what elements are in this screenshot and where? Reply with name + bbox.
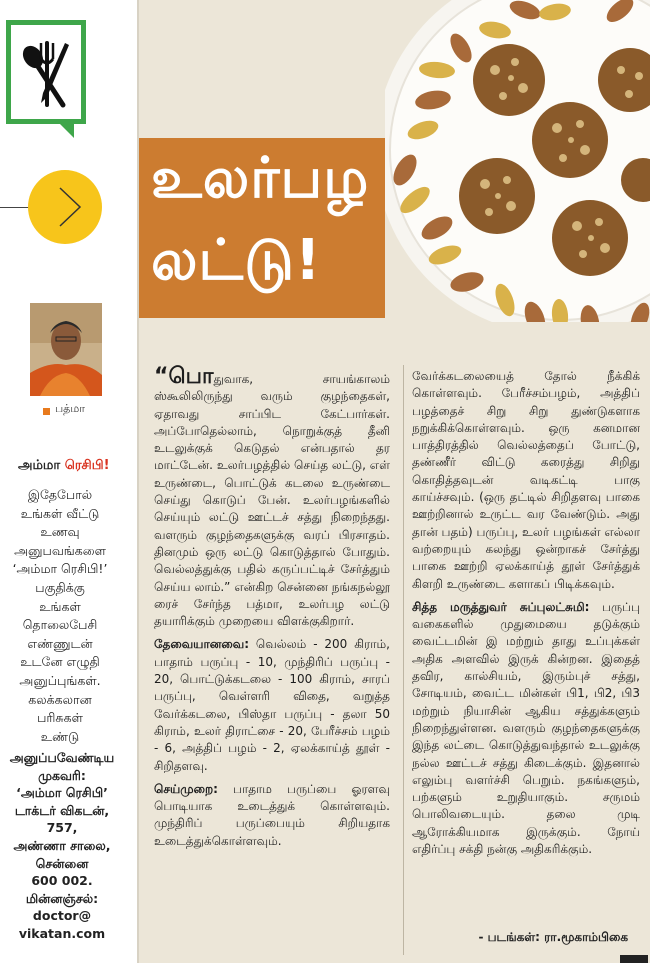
address-line: டாக்டர் விகடன்,: [14, 802, 110, 818]
arrow-button[interactable]: [28, 170, 102, 244]
address-line: அண்ணா சாலை,: [13, 837, 111, 853]
column-divider: [403, 365, 404, 955]
ingredients-paragraph: [154, 636, 390, 774]
fork-spoon-knife-icon: [19, 39, 75, 109]
invite-text: [6, 486, 114, 746]
invite-line: எண்ணுடன்: [27, 635, 93, 651]
address-block: [8, 749, 116, 943]
expert-text: பருப்பு வகைகளில் முதுமையை தடுக்கும் வைட்டமின் இ மற்றும் தாது உப்புக்கள் அதிக அளவில் இருக் கின்றன. இதைத் தவிர, கால்சியம், இரும்புச் சத்து, சோடியம், வைட்ட மின்கள் பி1, பி2, பி3 மற்றும் நியாசின் ஆகிய சத்துக்களும் நிறைந்துள்ளன. வளரும் குழந்தைகளுக்கு இந்த லட்டை கொடுத்துவந்தால் உடலுக்கு நல்ல ஊட்டச் சத்து கிடைக்கும். இதனால் எலும்பு வளர்ச்சி பெறும். நகங்களும், பற்களும் உறுதியாகும். சருமம் பொலிவடையும். தலை முடி ஆரோக்கியமாக இருக்கும். நோய் எதிர்ப்பு சக்தி நன்கு அதிகரிக்கும்.: [412, 599, 640, 857]
method-paragraph-1: [154, 781, 390, 850]
address-line: முகவரி:: [38, 767, 86, 783]
invite-line: அனுப்புங்கள்.: [19, 672, 101, 688]
address-line: 757,: [46, 820, 78, 836]
invite-line: ‘அம்மா ரெசிபி!’: [12, 561, 108, 577]
author-photo: [30, 303, 102, 396]
logo-speech-tail: [60, 124, 74, 138]
invite-line: உணவு: [40, 524, 80, 540]
invite-line: பரிசுகள்: [37, 710, 83, 726]
article-column-right: [412, 368, 640, 864]
invite-line: பகுதிக்கு: [35, 579, 85, 595]
author-name: பத்மா: [55, 402, 85, 415]
recipe-title-red: ரெசிபி!: [64, 458, 110, 473]
sidebar: [0, 0, 138, 963]
method-paragraph-2: வேர்க்கடலையைத் தோல் நீக்கிக் கொள்ளவும். பேரீச்சம்பழம், அத்திப் பழத்தைச் சிறு சிறு துண்டுகளாக நறுக்கிக்கொள்ளவும். ஒரு கனமான பாத்திரத்தில் வெல்லத்தைப் போட்டு, தண்ணீர் விட்டு கரைத்து சிறிது கொதித்தவுடன் வடிகட்டி பாகு காய்ச்சவும். (ஒரு தட்டில் சிறிதளவு பாகை ஊற்றினால் உருட்ட வர வேண்டும். அது தான் பதம்) பருப்பு, உலர் பழங்கள் எல்லா வற்றையும் கலந்து ஒன்றாகச் சேர்த்து பாகை ஊற்றி ஏலக்காய்த் தூள் சேர்த்துக் கிளறி உருண்டை களாகப் பிடிக்கவும்.: [412, 369, 640, 591]
invite-line: உண்டு: [40, 728, 80, 744]
recipe-title-black: அம்மா: [18, 458, 61, 473]
author-marker: [43, 408, 50, 415]
title-line-2: லட்டு!: [151, 228, 322, 293]
method-label: செய்முறை:: [154, 781, 218, 796]
address-line: vikatan.com: [18, 925, 106, 941]
intro-paragraph: [154, 364, 390, 630]
address-line: மின்னஞ்சல்:: [25, 890, 99, 906]
dish-photo: [385, 0, 650, 322]
corner-mark: [620, 955, 648, 963]
address-line: doctor@: [32, 908, 92, 924]
expert-label: சித்த மருத்துவர் சுப்புலட்சுமி:: [412, 599, 590, 614]
method-text-1: பாதாம பருப்பை ஓரளவு பொடியாக உடைத்துக் கொள்ளவும். முந்திரிப் பருப்பையும் சிறியதாக உடைத்துக்கொள்ளவும்.: [154, 781, 390, 848]
open-quote: “: [154, 364, 169, 389]
drop-cap: பொ: [168, 364, 214, 389]
address-line: 600 002.: [31, 873, 93, 889]
ingredients-label: தேவையானவை:: [154, 637, 250, 652]
article-column-left: [154, 364, 390, 856]
invite-line: உங்கள் வீட்டு: [20, 505, 100, 521]
arrow-right-icon: [28, 170, 102, 244]
invite-line: அனுபவங்களை: [14, 542, 106, 558]
title-line-1: உலர்பழ: [151, 146, 370, 211]
address-line: சென்னை: [35, 855, 89, 871]
section-logo: [6, 20, 86, 124]
invite-line: தொலைபேசி: [22, 617, 98, 633]
invite-line: இதேபோல்: [27, 487, 93, 502]
address-line: அனுப்பவேண்டிய: [9, 750, 115, 765]
intro-text: துவாக, சாயங்காலம் ஸ்கூலிலிருந்து வரும் குழந்தைகள், ஏதாவது சாப்பிட கேட்பார்கள். அப்போதெல்லாம், நொறுக்குத் தீனி உடலுக்குக் கெடுதல் என்பதால் தர மாட்டேன். உலர்பழத்தில் செய்த லட்டு, எள் உருண்டை, பொட்டுக் கடலை உருண்டை செய்து கொடுப் பேன். உலர்பழங்களில் செய்யும் லட்டு ஊட்டச் சத்து நிறைந்தது. வளரும் குழந்தைகளுக்கு வரப் பிரசாதம். தினமும் ஒரு லட்டு கொடுத்தால் போதும். வெல்லத்துக்கு பதில் கருப்பட்டிச் சேர்த்தும் செய்ய லாம்.” என்கிற சென்னை நங்கநல்லூ ரைச் சேர்ந்த பத்மா, உலர்பழ லட்டு தயாரிக்கும் முறையை விளக்குகிறார்.: [154, 372, 390, 629]
ingredients-text: வெல்லம் - 200 கிராம், பாதாம் பருப்பு - 10, முந்திரிப் பருப்பு - 20, பொட்டுக்கடலை - 100 கிராம், சாரப் பருப்பு, வெள்ளரி விதை, வறுத்த வேர்க்கடலை, பிஸ்தா பருப்பு - தலா 50 கிராம், உலர் திராட்சை - 20, பேரீச்சம் பழம் - 6, அத்திப் பழம் - 2, ஏலக்காய்த் தூள் - சிறிதளவு.: [154, 637, 390, 773]
invite-line: கலக்கலான: [28, 691, 92, 707]
invite-line: உங்கள்: [39, 598, 81, 614]
expert-paragraph: [412, 599, 640, 858]
recipe-section-title: [18, 458, 110, 474]
photo-credit: - படங்கள்: ரா.மூகாம்பிகை: [478, 930, 628, 944]
address-line: ‘அம்மா ரெசிபி’: [16, 785, 108, 801]
invite-line: உடனே எழுதி: [20, 654, 100, 670]
